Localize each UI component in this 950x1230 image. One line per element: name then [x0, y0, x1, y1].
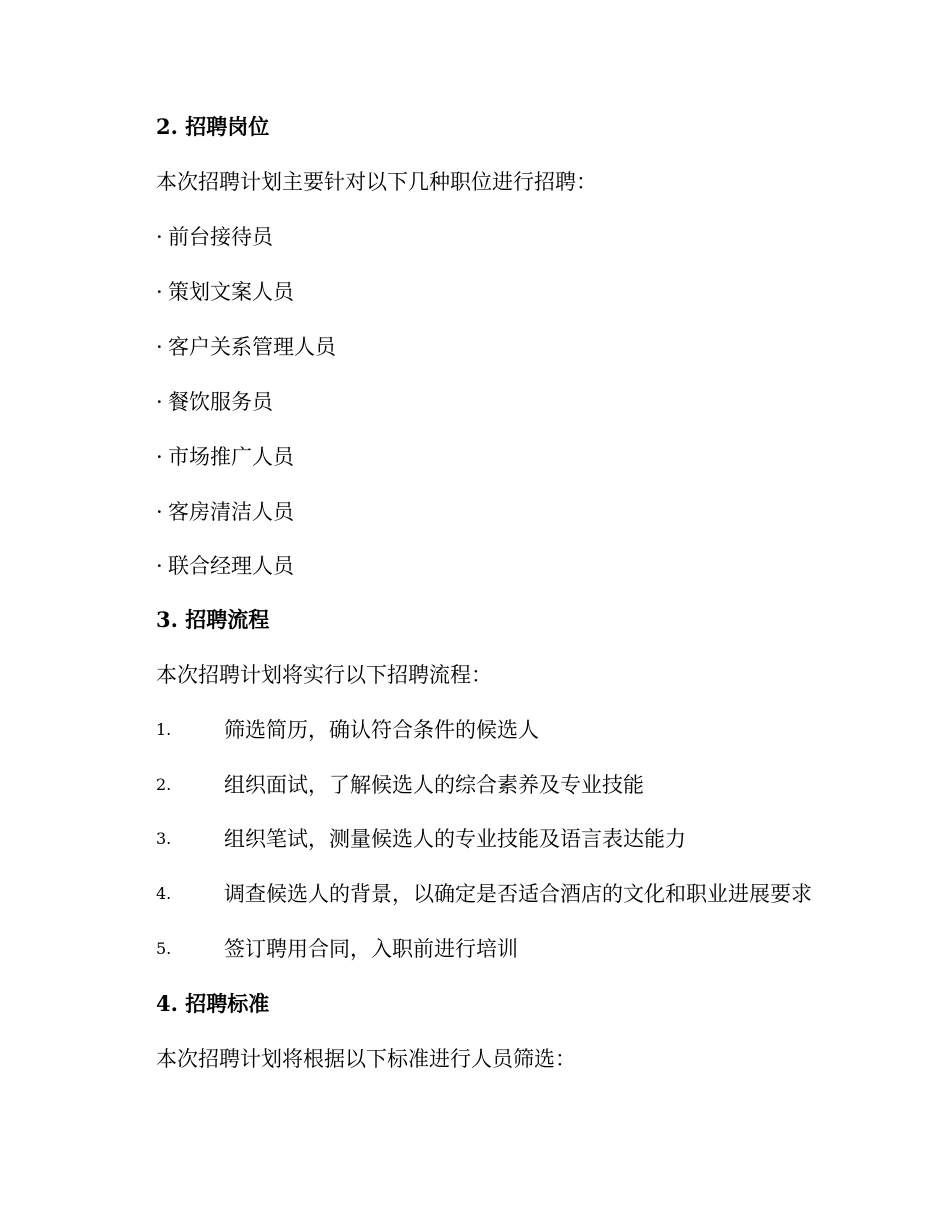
section-heading-positions: 2. 招聘岗位: [156, 114, 270, 139]
list-item-text: 客房清洁人员: [168, 500, 294, 524]
section-heading-standards: 4. 招聘标准: [156, 991, 270, 1016]
step-number: 2.: [156, 775, 172, 794]
bullet-icon: ·: [156, 445, 163, 469]
list-item-text: 客户关系管理人员: [168, 335, 336, 359]
step-number: 5.: [156, 939, 172, 958]
bullet-icon: ·: [156, 500, 163, 524]
list-item-text: 市场推广人员: [168, 445, 294, 469]
step-text: 签订聘用合同，入职前进行培训: [224, 937, 518, 961]
list-item: [156, 278, 294, 306]
bullet-icon: ·: [156, 554, 163, 578]
bullet-icon: ·: [156, 225, 163, 249]
list-item-text: 联合经理人员: [168, 554, 294, 578]
step-text: 调查候选人的背景，以确定是否适合酒店的文化和职业进展要求: [224, 882, 812, 906]
step-number: 4.: [156, 884, 172, 903]
list-item: [156, 223, 273, 251]
list-item-text: 餐饮服务员: [168, 390, 273, 414]
bullet-icon: ·: [156, 335, 163, 359]
step-text: 组织笔试，测量候选人的专业技能及语言表达能力: [224, 827, 686, 851]
bullet-icon: ·: [156, 390, 163, 414]
step-text: 筛选简历，确认符合条件的候选人: [224, 718, 539, 742]
list-item: [156, 498, 294, 526]
list-item-text: 策划文案人员: [168, 280, 294, 304]
bullet-icon: ·: [156, 280, 163, 304]
positions-intro: 本次招聘计划主要针对以下几种职位进行招聘：: [156, 170, 597, 194]
step-number: 3.: [156, 829, 172, 848]
list-item: [156, 552, 294, 580]
list-item: [156, 443, 294, 471]
step-number: 1.: [156, 720, 172, 739]
list-item: [156, 388, 273, 416]
step-text: 组织面试，了解候选人的综合素养及专业技能: [224, 773, 644, 797]
list-item: [156, 333, 336, 361]
list-item-text: 前台接待员: [168, 225, 273, 249]
section-heading-process: 3. 招聘流程: [156, 607, 270, 632]
process-intro: 本次招聘计划将实行以下招聘流程：: [156, 663, 492, 687]
standards-intro: 本次招聘计划将根据以下标准进行人员筛选：: [156, 1047, 576, 1071]
